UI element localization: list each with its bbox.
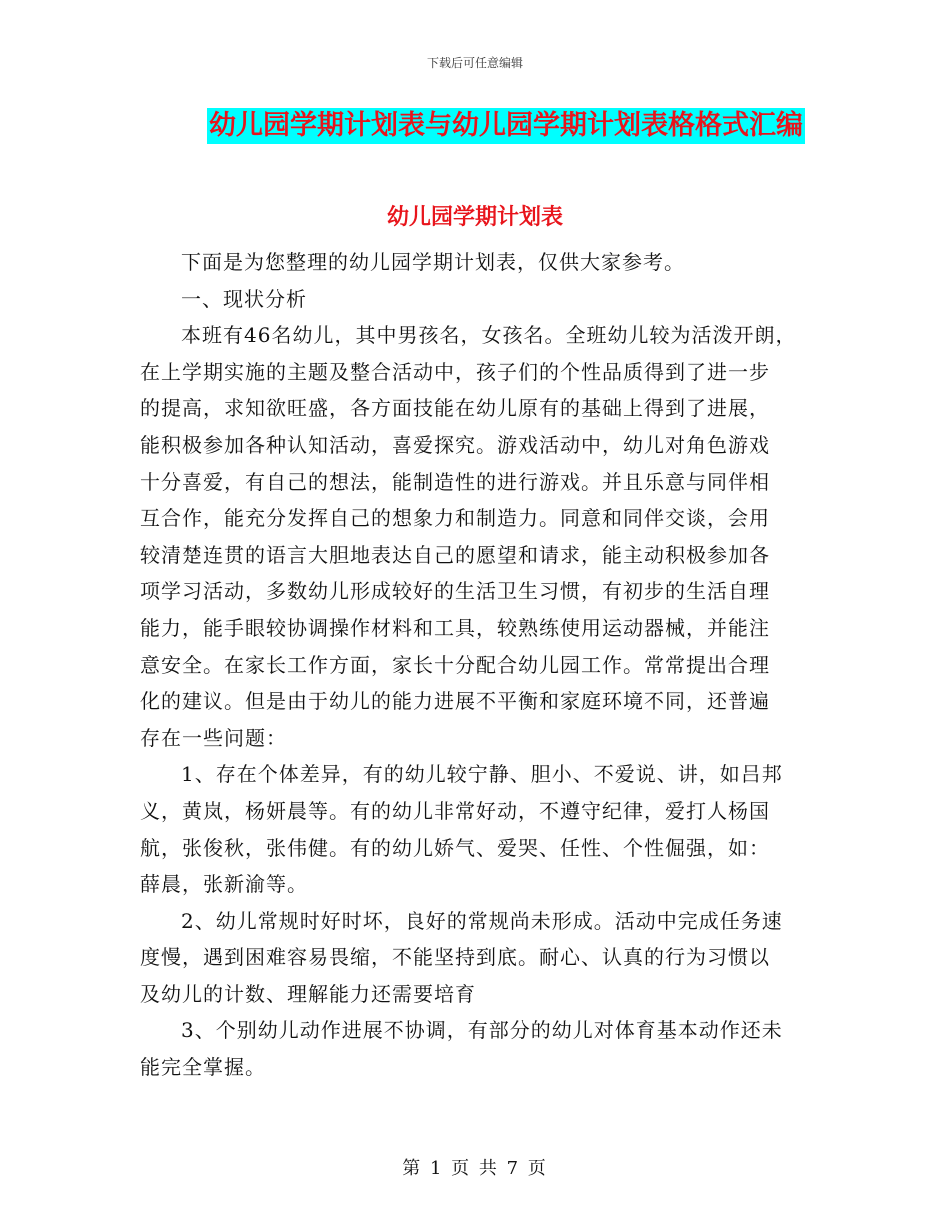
paragraph-issue-2: 2、幼儿常规时好时坏，良好的常规尚未形成。活动中完成任务速 度慢，遇到困难容易畏缩，不能坚持到底。耐心、认真的行为习惯以 及幼儿的计数、理解能力还需要培育 bbox=[140, 908, 783, 1006]
paragraph-issue-1: 1、存在个体差异，有的幼儿较宁静、胆小、不爱说、讲，如吕邦 义，黄岚，杨妍晨等。有的幼儿非常好动，不遵守纪律，爱打人杨国 航，张俊秋，张伟健。有的幼儿娇气、爱哭、任性、个性倔强，如： 薛晨，张新渝等。 bbox=[140, 762, 783, 897]
paragraph-analysis: 本班有46名幼儿，其中男孩名，女孩名。全班幼儿较为活泼开朗， 在上学期实施的主题及整合活动中，孩子们的个性品质得到了进一步 的提高，求知欲旺盛，各方面技能在幼儿原有的基础上得到了进展， 能积极参加各种认知活动，喜爱探究。游戏活动中，幼儿对角色游戏 十分喜爱，有自己的想法，能制造性的进行游戏。并且乐意与同伴相 互合作，能充分发挥自己的想象力和制造力。同意和同伴交谈，会用 较清楚连贯的语言大胆地表达自己的愿望和请求，能主动积极参加各 项学习活动，多数幼儿形成较好的生活卫生习惯，有初步的生活自理 能力，能手眼较协调操作材料和工具，较熟练使用运动器械，并能注 意安全。在家长工作方面，家长十分配合幼儿园工作。常常提出合理 化的建议。但是由于幼儿的能力进展不平衡和家庭环境不同，还普遍 存在一些问题： bbox=[140, 323, 797, 750]
document-body bbox=[140, 244, 820, 1086]
paragraph-heading: 一、现状分析 bbox=[181, 286, 307, 311]
section-title: 幼儿园学期计划表 bbox=[386, 205, 563, 230]
paragraph-intro: 下面是为您整理的幼儿园学期计划表，仅供大家参考。 bbox=[181, 250, 685, 274]
document-title: 幼儿园学期计划表与幼儿园学期计划表格格式汇编 bbox=[207, 108, 805, 144]
page-footer: 第 1 页 共 7 页 bbox=[402, 1158, 548, 1179]
header-note: 下载后可任意编辑 bbox=[426, 56, 523, 70]
paragraph-issue-3: 3、个别幼儿动作进展不协调，有部分的幼儿对体育基本动作还未 能完全掌握。 bbox=[140, 1018, 783, 1080]
